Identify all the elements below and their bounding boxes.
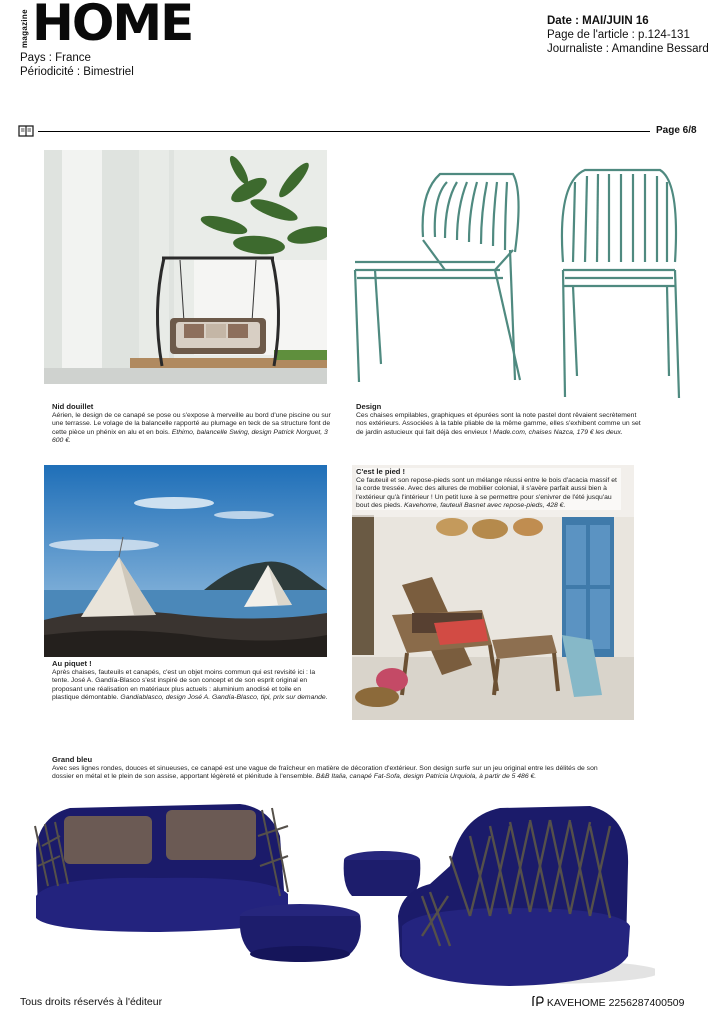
logo-home: HOME — [32, 0, 193, 52]
footer-ref-text: KAVEHOME 2256287400509 — [546, 997, 685, 1009]
footer-ref — [532, 996, 685, 1009]
caption-grand-bleu — [52, 756, 612, 782]
header-rule — [38, 131, 650, 132]
caption-credit: Kavehome, fauteuil Basnet avec repose-pieds, 428 €. — [404, 501, 566, 509]
caption-text: Ces chaises empilables, graphiques et épurées sont la note pastel dont rêvaient secrètement nos extérieurs. Associées à la table pliable de la même gamme, elles s'exhibent comme un set de jardin astucieux qui fait déjà des envieux ! — [356, 412, 641, 436]
caption-text: Avec ses lignes rondes, douces et sinueuses, ce canapé est une vague de fraîcheur en matière de décoration d'extérieur. Son design surfe sur un jeu original entre les délités de son dossier en métal et le plein de son assise, apportant légèreté et plénitude à l'ensemble. — [52, 765, 598, 781]
pays: Pays : France — [20, 52, 91, 64]
date: Date : MAI/JUIN 16 — [547, 15, 649, 27]
logo-vertical: magazine — [20, 9, 29, 48]
caption-title: Grand bleu — [52, 755, 93, 764]
photo-blue-sofa — [30, 796, 655, 990]
caption-credit: Gandiablasco, design José A. Gandía-Blasco, tipi, prix sur demande. — [120, 693, 328, 701]
caption-nid-douillet — [52, 403, 332, 445]
caption-title: Au piquet ! — [52, 659, 92, 668]
photo-chairs — [345, 152, 685, 402]
book-icon — [18, 124, 34, 138]
article-meta — [547, 14, 709, 56]
caption-credit: Ethimo, balancelle Swing, design Patrick Norguet, 3 600 €. — [52, 428, 328, 444]
press-icon — [532, 996, 544, 1007]
page-number: Page 6/8 — [656, 125, 697, 136]
caption-cest-le-pied — [356, 468, 621, 510]
caption-text: Après chaises, fauteuils et canapés, c'est un objet moins commun qui est revisité ici : la tente. José A. Gandía-Blasco s'est inspiré de son concept et de son esprit original en proposant une réalisation en matériaux plus actuels : aluminium anodisé et toile en plastique démontable. — [52, 669, 316, 701]
caption-credit: Made.com, chaises Nazca, 179 € les deux. — [493, 428, 623, 436]
caption-design — [356, 403, 646, 437]
photo-teepees — [44, 465, 327, 657]
caption-title: Nid douillet — [52, 402, 94, 411]
caption-au-piquet — [52, 660, 330, 702]
page-article: Page de l'article : p.124-131 — [547, 29, 690, 41]
caption-text: Ce fauteuil et son repose-pieds sont un mélange réussi entre le bois d'acacia massif et la corde tressée. Avec des allures de mobilier colonial, il s'avère parfait aussi bien à l'extérieur qu'à l'intérieur ! Un petit luxe à se permettre pour s'enivrer de l'été jusqu'au bout des pieds. — [356, 477, 617, 509]
caption-credit: B&B Italia, canapé Fat-Sofa, design Patricia Urquiola, à partir de 5 486 €. — [315, 773, 537, 781]
caption-title: C'est le pied ! — [356, 467, 406, 476]
masthead-logo — [20, 0, 193, 52]
caption-text: Aérien, le design de ce canapé se pose ou s'expose à merveille au bord d'une piscine ou sur une terrasse. Le volage de la balancelle rapporté au plumage en teck de sa structure font de cette pièce un phénix en alu et en bois. — [52, 412, 331, 436]
caption-title: Design — [356, 402, 382, 411]
footer-rights: Tous droits réservés à l'éditeur — [20, 996, 163, 1008]
periodicite: Périodicité : Bimestriel — [20, 66, 134, 78]
photo-swing-sofa — [44, 150, 327, 384]
journaliste: Journaliste : Amandine Bessard — [547, 43, 709, 55]
